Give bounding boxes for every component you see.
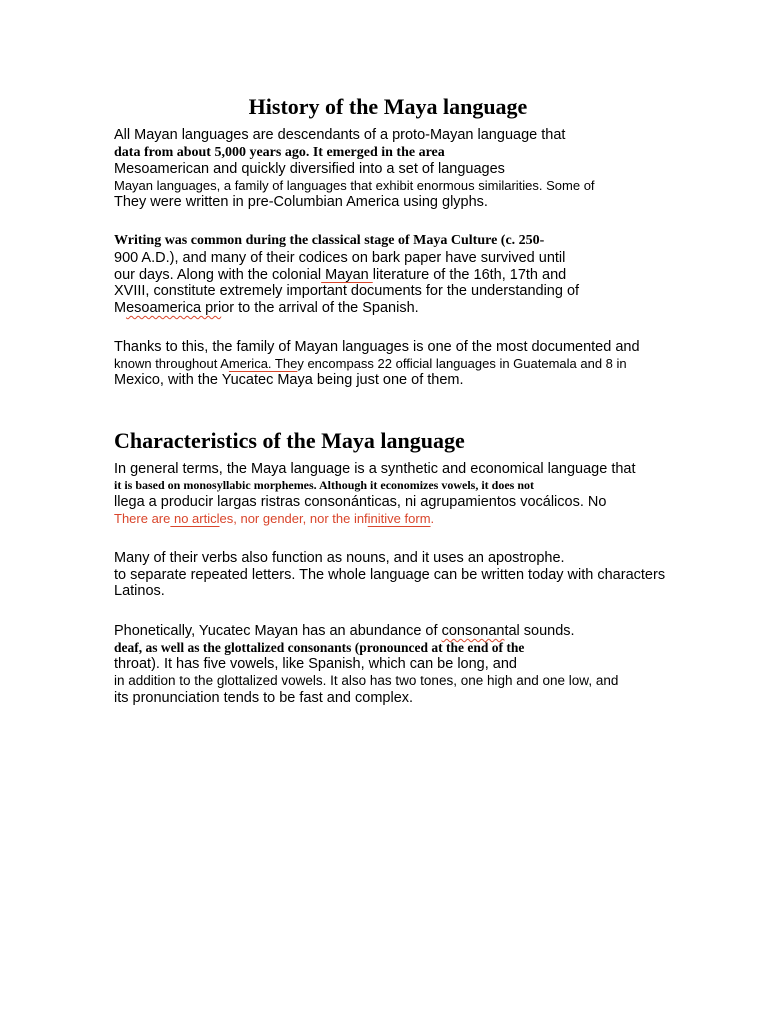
spellcheck-flag[interactable]: Mayan <box>321 267 373 283</box>
page-title: History of the Maya language <box>248 94 528 119</box>
paragraph-line <box>114 511 434 526</box>
spellcheck-flag[interactable]: merica. The <box>228 356 298 371</box>
text-segment: es, nor gender, nor the inf <box>219 511 368 526</box>
paragraph-line: its pronunciation tends to be fast and complex. <box>114 690 414 706</box>
text-segment: There are <box>114 511 171 526</box>
paragraph-line <box>114 300 419 316</box>
paragraph-line: 900 A.D.), and many of their codices on bark paper have survived until <box>114 250 566 266</box>
text-segment: literature of the 16th, 17th and <box>372 267 567 283</box>
paragraph-line: to separate repeated letters. The whole language can be written today with characters <box>114 567 666 583</box>
paragraph-line: throat). It has five vowels, like Spanish, which can be long, and <box>114 656 517 672</box>
paragraph-line: They were written in pre-Columbian America using glyphs. <box>114 194 488 210</box>
paragraph-line: data from about 5,000 years ago. It emerged in the area <box>114 145 445 160</box>
paragraph-line: In general terms, the Maya language is a synthetic and economical language that <box>114 461 636 477</box>
text-segment: . <box>430 511 435 526</box>
paragraph-line: Latinos. <box>114 583 165 599</box>
text-segment: our days. Along with the colonial <box>114 267 322 283</box>
text-segment: y encompass 22 official languages in Guatemala and 8 in <box>297 356 627 371</box>
paragraph-line: All Mayan languages are descendants of a proto-Mayan language that <box>114 127 566 143</box>
text-segment: Phonetically, Yucatec Mayan has an abundance of <box>114 623 442 639</box>
paragraph-line: Mayan languages, a family of languages that exhibit enormous similarities. Some of <box>114 178 595 193</box>
paragraph-line <box>114 267 566 283</box>
paragraph-line: XVIII, constitute extremely important documents for the understanding of <box>114 283 580 299</box>
paragraph-line: llega a producir largas ristras consonánticas, ni agrupamientos vocálicos. No <box>114 494 607 510</box>
paragraph-line: Mexico, with the Yucatec Maya being just one of them. <box>114 372 464 388</box>
paragraph-line: it is based on monosyllabic morphemes. Although it economizes vowels, it does not <box>114 478 535 492</box>
section-heading: Characteristics of the Maya language <box>114 428 465 453</box>
paragraph-line: in addition to the glottalized vowels. It also has two tones, one high and one low, and <box>114 673 619 688</box>
spellcheck-flag[interactable]: consonan <box>441 623 505 639</box>
spellcheck-flag[interactable]: esoamerica pri <box>126 300 222 316</box>
text-segment: or to the arrival of the Spanish. <box>221 300 419 316</box>
paragraph-line <box>114 356 627 371</box>
text-segment: tal sounds. <box>504 623 575 639</box>
text-segment: known throughout A <box>114 356 229 371</box>
spellcheck-flag[interactable]: initive form <box>367 511 431 526</box>
paragraph-line: Many of their verbs also function as nouns, and it uses an apostrophe. <box>114 550 565 566</box>
paragraph-line: deaf, as well as the glottalized consonants (pronounced at the end of the <box>114 640 525 655</box>
paragraph-line: Thanks to this, the family of Mayan languages is one of the most documented and <box>114 339 640 355</box>
paragraph-line: Mesoamerican and quickly diversified into a set of languages <box>114 161 505 177</box>
spellcheck-flag[interactable]: no articl <box>170 511 220 526</box>
text-segment: M <box>114 300 127 316</box>
paragraph-line: Writing was common during the classical stage of Maya Culture (c. 250- <box>114 233 545 248</box>
paragraph-line <box>114 623 575 639</box>
